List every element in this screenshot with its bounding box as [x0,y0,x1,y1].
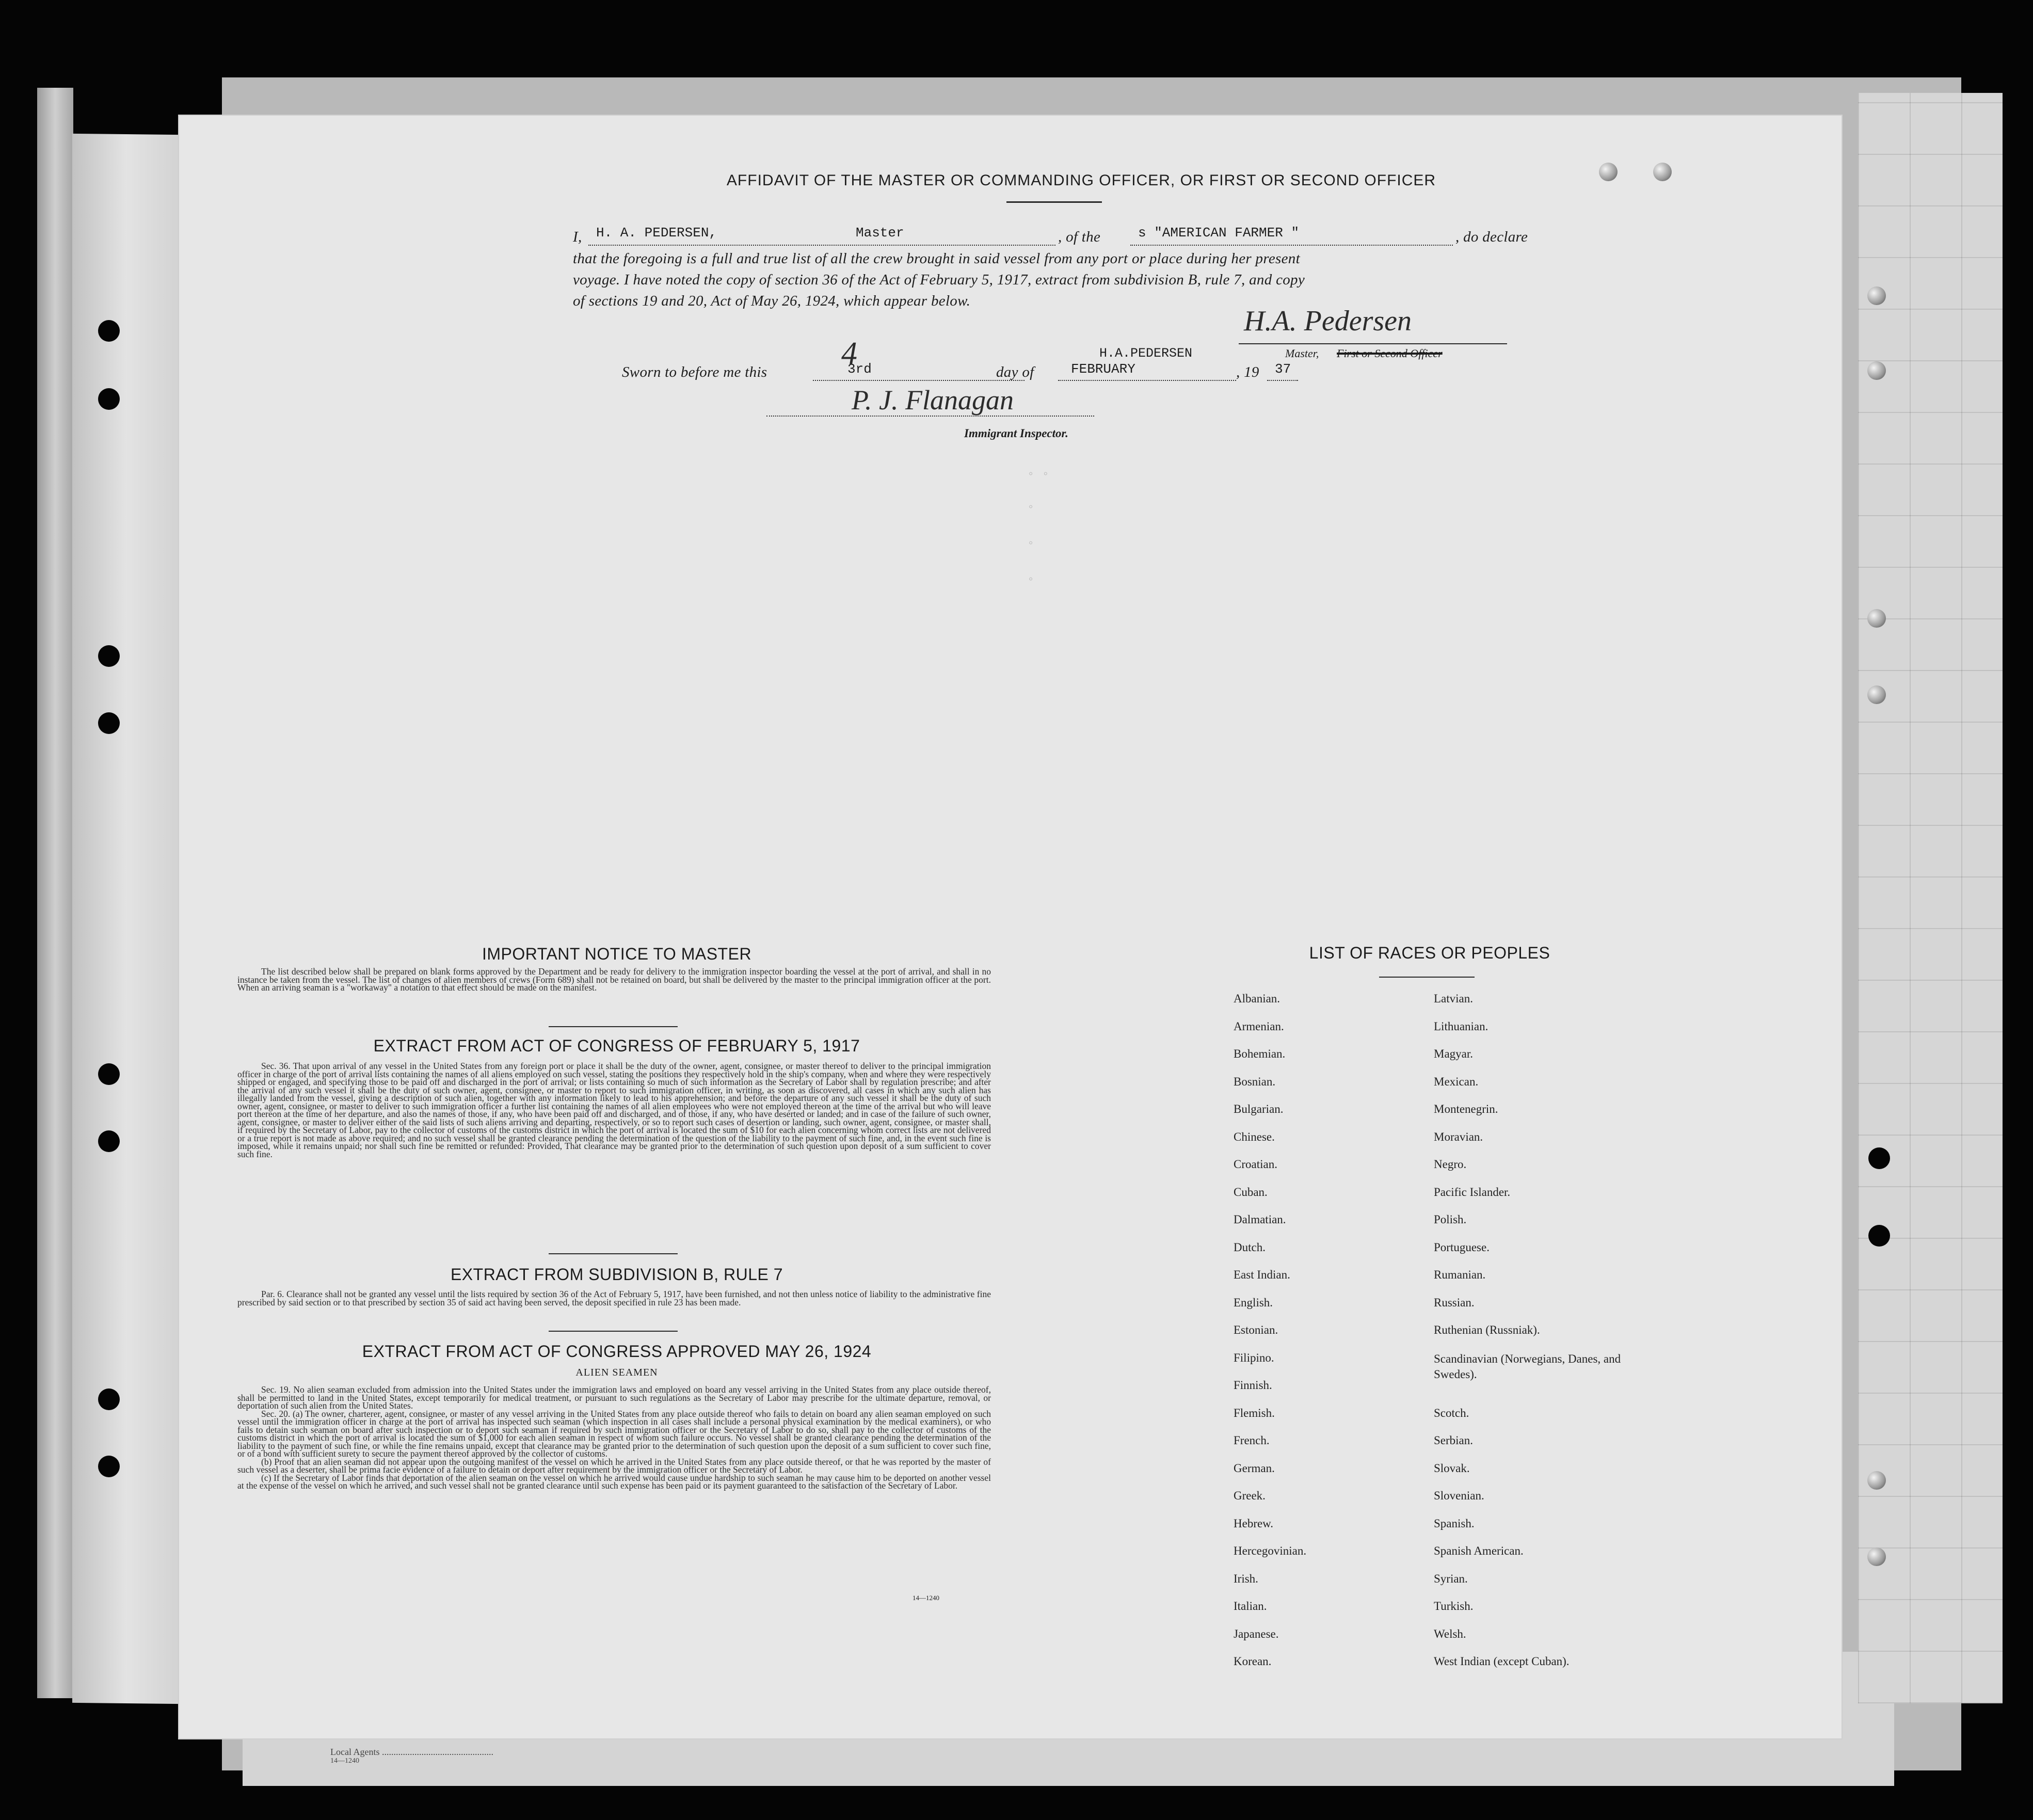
faint-bleed-mark: ◦ ◦ [1027,468,1050,482]
binder-hole [1867,1471,1886,1490]
binder-hole [1867,685,1886,704]
binder-hole [1867,286,1886,305]
struck-officer-label: First or Second Officer [1337,347,1443,360]
binder-hole [1867,609,1886,628]
binder-hole [1599,163,1618,181]
inspector-label: Immigrant Inspector. [964,427,1068,440]
race-item: Slovenian. [1434,1489,1484,1502]
race-item: Dutch. [1234,1240,1266,1254]
binder-hole [1867,1547,1886,1566]
race-item: Moravian. [1434,1130,1483,1143]
race-item: Rumanian. [1434,1268,1486,1281]
race-item: Pacific Islander. [1434,1185,1511,1199]
declaration-line-4: of sections 19 and 20, Act of May 26, 1924, which appear below. [573,293,971,309]
affidavit-title: AFFIDAVIT OF THE MASTER OR COMMANDING OFFICER, OR FIRST OR SECOND OFFICER [726,172,1436,189]
subdivision-divider [549,1331,678,1332]
vessel-fill-line [1130,245,1453,246]
inspector-signature: P. J. Flanagan [852,385,1014,416]
binder-hole [1868,1147,1890,1169]
races-column-1 [1234,992,1306,1683]
year-fill-line [1267,380,1298,381]
subdivision-text: Par. 6. Clearance shall not be granted any vessel until the lists required by section 36 of the Act of February 5, 1917, have been furnished, and not then unless notice of liability to the administrative fine prescribed by said section or to that prescribed by section 35 of said act having been served, the deposit specified in rule 23 has been made. [237,1289,991,1307]
sec-20: Sec. 20. (a) The owner, charterer, agent, consignee, or master of any vessel arriving in the United States from any place outside thereof who fails to detain on board any alien seaman employed on such vessel until the immigration officer in charge at the port of arrival has inspected such seaman (which inspection in all cases shall include a personal physical examination by the medical examiners), or who fails to detain such seaman on board after such inspection or to deport such seaman if required by such immigration officer or the Secretary of Labor to do so, shall pay to the collector of customs of the customs district in which the port of arrival is located the sum of $1,000 for each alien seaman in respect of whom such failure occurs. No vessel shall be granted clearance pending the determination of the liability to the payment of such fine, or while the fine remains unpaid, except that clearance may be granted prior to the determination of such question upon the deposit of a sum sufficient to cover such fine, or of a bond with sufficient surety to secure the payment thereof approved by the collector of customs. [237,1408,991,1459]
faint-bleed-mark: ◦ [1027,573,1035,587]
race-item: Welsh. [1434,1627,1466,1640]
year-prefix: , 19 [1236,364,1259,380]
extract-1924-subtitle: ALIEN SEAMEN [575,1367,658,1378]
binder-hole [1867,361,1886,380]
sec-20b: (b) Proof that an alien seaman did not appear upon the outgoing manifest of the vessel on which he arrived in the United States from any place outside thereof, or that he was reported by the master of such vessel as a deserter, shall be prima facie evidence of a failure to detain or deport after requirement by the immigration officer or the Secretary of Labor. [237,1456,991,1475]
races-column-2 [1434,992,1630,1683]
race-item: Irish. [1234,1572,1258,1585]
race-item: East Indian. [1234,1268,1290,1281]
race-item: Flemish. [1234,1406,1275,1419]
race-item: Hercegovinian. [1234,1544,1307,1557]
race-item: Estonian. [1234,1323,1278,1336]
race-item: Bohemian. [1234,1047,1286,1060]
race-item: Bosnian. [1234,1075,1276,1088]
race-item: Serbian. [1434,1434,1474,1447]
do-declare-label: , do declare [1455,229,1528,245]
grid-paper-sheet [1858,93,2003,1703]
master-name-typed-2: H.A.PEDERSEN [1099,346,1193,361]
master-label: Master, [1285,347,1319,360]
race-item: Portuguese. [1434,1240,1490,1254]
race-item: West Indian (except Cuban). [1434,1655,1570,1668]
race-item: English. [1234,1296,1273,1309]
race-item: Russian. [1434,1296,1475,1309]
race-item: Mexican. [1434,1075,1479,1088]
extract-1924-title: EXTRACT FROM ACT OF CONGRESS APPROVED MAY 26, 1924 [362,1342,872,1361]
day-fill-line [813,380,1024,381]
rank-typed: Master [856,225,904,241]
race-item: Armenian. [1234,1019,1284,1033]
underlying-sheet-form-number: 14—1240 [330,1757,359,1765]
race-item: Scandinavian (Norwegians, Danes, and Swedes). [1434,1352,1621,1381]
binder-hole [98,1063,120,1085]
sworn-label: Sworn to before me this [622,364,767,380]
notice-divider [549,1026,678,1027]
race-item: French. [1234,1434,1270,1447]
race-item: Montenegrin. [1434,1103,1498,1115]
race-item: Croatian. [1234,1158,1277,1171]
race-item: Hebrew. [1234,1516,1274,1530]
declaration-line-1: I, [573,229,582,245]
binder-hole [1653,163,1672,181]
faint-bleed-mark: ◦ [1027,537,1035,551]
race-item: Scotch. [1434,1406,1469,1419]
binder-hole [98,1130,120,1152]
sec-20c: (c) If the Secretary of Labor finds that deportation of the alien seaman on the vessel on which he arrived would cause undue hardship to such seaman he may cause him to be deported on another vessel at the expense of the vessel on which he arrived, and such vessel shall not be granted clearance until such expense has been paid or its payment guaranteed to the satisfaction of the Secretary of Labor. [237,1472,991,1491]
race-item: Turkish. [1434,1600,1474,1613]
race-item: Japanese. [1234,1627,1279,1640]
subdivision-title: EXTRACT FROM SUBDIVISION B, RULE 7 [450,1265,783,1284]
extract-1917-divider [549,1253,678,1254]
race-item: Filipino. [1234,1351,1274,1364]
day-handwritten: 4 [841,336,857,371]
race-item: Dalmatian. [1234,1213,1286,1226]
year-typed: 37 [1275,361,1291,377]
binder-hole [98,320,120,342]
day-of-label: day of [996,364,1034,380]
underlying-sheet-label: Local Agents ................................................ [330,1747,493,1757]
declaration-line-2: that the foregoing is a full and true list of all the crew brought in said vessel from any port or place during her present [573,250,1300,267]
vessel-name-typed: s "AMERICAN FARMER " [1138,225,1300,241]
sec-19: Sec. 19. No alien seaman excluded from admission into the United States under the immigration laws and employed on board any vessel arriving in the United States from any place outside thereof, shall be permitted to land in the United States, except temporarily for medical treatment, or pursuant to such regulations as the Secretary of Labor may prescribe for the ultimate departure, removal, or deportation of such alien from the United States. [237,1384,991,1411]
races-divider [1379,977,1475,978]
declaration-line-3: voyage. I have noted the copy of section 36 of the Act of February 5, 1917, extract from subdivision B, rule 7, and copy [573,272,1305,288]
extract-1917-text: Sec. 36. That upon arrival of any vessel in the United States from any foreign port or place it shall be the duty of the owner, agent, consignee, or master thereof to deliver to the principal immigration officer in charge of the port of arrival lists containing the names of all aliens employed on such vessel, stating the positions they respectively hold in the ship's company, when and where they were respectively shipped or engaged, and specifying those to be paid off and discharged in the port of arrival; or lists containing so much of such information as the Secretary of Labor shall by regulation prescribe; and after the arrival of any such vessel it shall be the duty of such owner, agent, consignee, or master to report to such immigration officer, in writing, as soon as discovered, all cases in which any such alien has illegally landed from the vessel, giving a description of such alien, together with any information likely to lead to his apprehension; and before the departure of any such vessel it shall be the duty of such owner, agent, consignee, or master to deliver to such immigration officer a further list containing the names of all alien employees who were not employed thereon at the time of the arrival but who will leave port thereon at the time of her departure, and also the names of those, if any, who have been paid off and discharged, and of those, if any, who have deserted or landed; and in case of the failure of such owner, agent, consignee, or master to deliver either of the said lists of such aliens arriving and departing, respectively, or so to report such cases of desertion or landing, such owner, agent, consignee, or master shall, if required by the Secretary of Labor, pay to the collector of customs of the customs district in which the port of arrival is located the sum of $10 for each alien concerning whom correct lists are not delivered or a true report is not made as above required; and no such vessel shall be granted clearance pending the determination of the question of the liability to the payment of such fine, and, in the event such fine is imposed, while it remains unpaid; nor shall such fine be remitted or refunded: Provided, That clearance may be granted prior to the determination of such question upon deposit of a sum sufficient to cover such fine. [237,1061,991,1159]
name-fill-line [588,245,1055,246]
binder-hole [98,712,120,734]
extract-1924-text [237,1386,991,1592]
notice-text: The list described below shall be prepared on blank forms approved by the Department and be ready for delivery to the immigration inspector boarding the vessel at the port of arrival, and shall in no instance be taken from the vessel. The list of changes of alien members of crews (Form 689) shall not be retained on board, but shall be delivered by the master to the principal immigration officer at the port. When an arriving seaman is a "workaway" a notation to that effect should be made on the manifest. [237,966,991,993]
binder-hole [98,1388,120,1410]
race-item: Negro. [1434,1158,1467,1171]
race-item: Polish. [1434,1213,1467,1226]
race-item: Slovak. [1434,1461,1470,1475]
master-name-typed: H. A. PEDERSEN, [596,225,717,241]
master-signature: H.A. Pedersen [1244,305,1412,337]
binder-hole [1868,1225,1890,1247]
binder-hole [98,388,120,410]
race-item: Cuban. [1234,1185,1268,1199]
race-item: Italian. [1234,1600,1267,1613]
binder-hole [98,645,120,667]
race-item: Spanish American. [1434,1544,1524,1557]
notice-title: IMPORTANT NOTICE TO MASTER [482,945,752,963]
faint-bleed-mark: ◦ [1027,501,1035,515]
month-fill-line [1058,380,1236,381]
race-item: Korean. [1234,1655,1272,1668]
race-item: Chinese. [1234,1130,1275,1143]
of-the-label: , of the [1058,229,1101,245]
race-item: Lithuanian. [1434,1019,1488,1033]
signature-line [1239,343,1507,344]
race-item: Spanish. [1434,1516,1475,1530]
race-item: Finnish. [1234,1379,1272,1392]
extract-1917-title: EXTRACT FROM ACT OF CONGRESS OF FEBRUARY 5, 1917 [373,1036,860,1055]
races-title: LIST OF RACES OR PEOPLES [1309,944,1550,962]
race-item: Albanian. [1234,992,1280,1005]
race-item: Magyar. [1434,1047,1474,1060]
race-item: Syrian. [1434,1572,1468,1585]
race-item: German. [1234,1461,1275,1475]
month-typed: FEBRUARY [1071,361,1135,377]
binder-hole [98,1456,120,1477]
left-binding-strip [37,88,73,1698]
race-item: Latvian. [1434,992,1473,1005]
race-item: Bulgarian. [1234,1103,1284,1115]
left-edge-sheet [72,134,181,1704]
race-item: Greek. [1234,1489,1266,1502]
day-typed: 3rd [847,361,872,377]
inspector-fill-line [766,416,1094,417]
title-divider [1006,201,1102,203]
race-item: Ruthenian (Russniak). [1434,1323,1540,1336]
form-number: 14—1240 [913,1594,939,1602]
